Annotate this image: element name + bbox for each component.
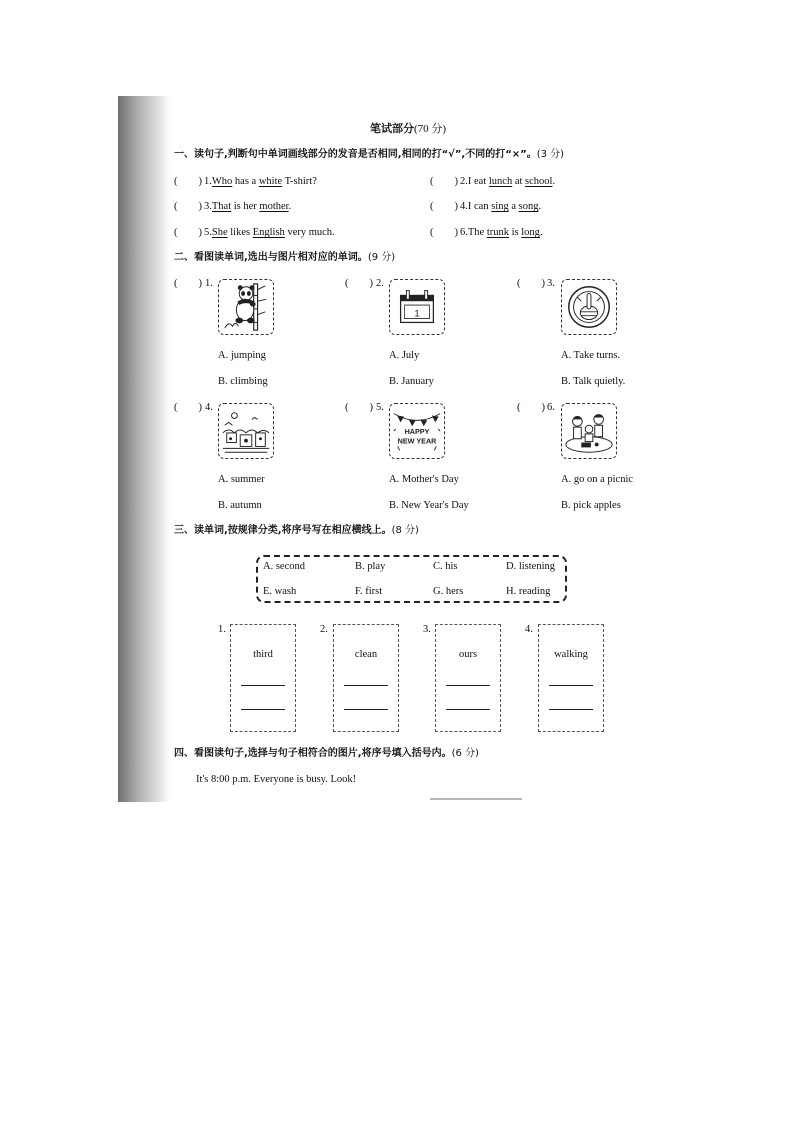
category-box <box>333 624 399 732</box>
underlined-word: sing <box>491 201 509 212</box>
word-bank-item: D. listening <box>506 561 555 572</box>
item-number: 5. <box>204 227 212 238</box>
item-number: 3. <box>204 201 212 212</box>
sentence-text: . <box>539 227 543 238</box>
option-b: B. autumn <box>218 500 262 511</box>
item-number: 2. <box>376 278 384 289</box>
sentence-item <box>460 176 555 188</box>
underlined-word: white <box>258 176 283 187</box>
section1-score: (3 分) <box>536 149 565 160</box>
section2-heading <box>174 252 395 264</box>
scan-shadow-band <box>118 96 170 802</box>
underlined-word: trunk <box>486 227 509 238</box>
category-number: 2. <box>320 624 328 635</box>
word-bank-item: E. wash <box>263 586 297 597</box>
svg-text:1: 1 <box>414 308 420 320</box>
section4-intro: It's 8:00 p.m. Everyone is busy. Look! <box>196 774 357 785</box>
answer-blank[interactable] <box>241 685 285 686</box>
item-number: 6. <box>460 227 468 238</box>
sentence-item <box>460 227 543 239</box>
option-a: A. summer <box>218 474 265 485</box>
answer-paren[interactable]: ( ) <box>174 278 202 289</box>
sentence-item <box>460 201 541 213</box>
underlined-word: lunch <box>488 176 513 187</box>
answer-blank[interactable] <box>344 709 388 710</box>
option-a: A. Mother's Day <box>389 474 459 485</box>
sentence-text: . <box>288 201 292 212</box>
sentence-text: The <box>467 227 487 238</box>
underlined-word: school <box>525 176 553 187</box>
word-bank-item: G. hers <box>433 586 464 597</box>
option-a: A. jumping <box>218 350 266 361</box>
underlined-word: song <box>518 201 539 212</box>
item-number: 4. <box>460 201 468 212</box>
category-number: 3. <box>423 624 431 635</box>
section4-heading-text: 四、看图读句子,选择与句子相符合的图片,将序号填入括号内。 <box>174 748 452 759</box>
banner-text-new-year: NEW YEAR <box>397 436 437 446</box>
sentence-text: a <box>508 201 519 212</box>
banner-text-happy: HAPPY <box>404 426 430 436</box>
item-number: 6. <box>547 402 555 413</box>
calendar-picture <box>389 279 445 335</box>
underlined-word: long <box>521 227 540 238</box>
category-word: walking <box>554 649 588 660</box>
item-number: 2. <box>460 176 468 187</box>
answer-paren[interactable]: ( ) <box>174 227 202 238</box>
answer-paren[interactable]: ( ) <box>430 201 458 212</box>
answer-paren[interactable]: ( ) <box>517 278 545 289</box>
title-text: 笔试部分 <box>370 123 414 135</box>
underlined-word: English <box>252 227 285 238</box>
answer-paren[interactable]: ( ) <box>174 201 202 212</box>
section3-heading <box>174 525 419 537</box>
option-a: A. go on a picnic <box>561 474 634 485</box>
section1-heading-text: 一、读句子,判断句中单词画线部分的发音是否相同,相同的打“√”,不同的打“×”。 <box>174 149 537 160</box>
sentence-item <box>204 201 291 213</box>
answer-blank[interactable] <box>549 685 593 686</box>
underlined-word: Who <box>211 176 233 187</box>
answer-paren[interactable]: ( ) <box>345 278 373 289</box>
answer-blank[interactable] <box>344 685 388 686</box>
item-number: 1. <box>205 278 213 289</box>
category-number: 1. <box>218 624 226 635</box>
category-word: ours <box>458 649 478 660</box>
item-number: 1. <box>204 176 212 187</box>
item-number: 3. <box>547 278 555 289</box>
answer-blank[interactable] <box>446 709 490 710</box>
sentence-text: likes <box>227 227 253 238</box>
autumn-scene-picture <box>218 403 274 459</box>
option-b: B. January <box>389 376 434 387</box>
underlined-word: mother <box>259 201 289 212</box>
answer-blank[interactable] <box>446 685 490 686</box>
section2-heading-text: 二、看图读单词,选出与图片相对应的单词。 <box>174 252 368 263</box>
section4-heading <box>174 748 479 760</box>
item-number: 4. <box>205 402 213 413</box>
category-word: third <box>253 649 273 660</box>
sentence-text: has a <box>232 176 259 187</box>
sentence-text: is <box>509 227 522 238</box>
answer-paren[interactable]: ( ) <box>345 402 373 413</box>
answer-paren[interactable]: ( ) <box>517 402 545 413</box>
answer-blank[interactable] <box>241 709 285 710</box>
answer-paren[interactable]: ( ) <box>174 402 202 413</box>
option-a: A. Take turns. <box>561 350 621 361</box>
option-b: B. climbing <box>218 376 268 387</box>
quiet-sign-picture <box>561 279 617 335</box>
category-box <box>435 624 501 732</box>
sentence-text: very much. <box>284 227 335 238</box>
section2-score: (9 分) <box>367 252 396 263</box>
answer-blank[interactable] <box>549 709 593 710</box>
underlined-word: That <box>211 201 232 212</box>
page-title <box>370 123 446 135</box>
sentence-text: . <box>552 176 556 187</box>
panda-climbing-bamboo-picture <box>218 279 274 335</box>
sentence-text: I eat <box>467 176 489 187</box>
word-bank-item: H. reading <box>506 586 551 597</box>
section3-score: (8 分) <box>391 525 419 536</box>
category-number: 4. <box>525 624 533 635</box>
section1-heading <box>174 149 564 161</box>
underlined-word: She <box>211 227 228 238</box>
section3-heading-text: 三、读单词,按规律分类,将序号写在相应横线上。 <box>174 525 392 536</box>
section4-score: (6 分) <box>451 748 479 759</box>
category-word: clean <box>354 649 378 660</box>
item-number: 5. <box>376 402 384 413</box>
page-edge-line <box>430 798 522 800</box>
answer-paren[interactable]: ( ) <box>430 176 458 187</box>
sentence-text: . <box>538 201 542 212</box>
sentence-text: is her <box>231 201 260 212</box>
sentence-text: T-shirt? <box>282 176 317 187</box>
sentence-text: at <box>512 176 526 187</box>
word-bank-item: B. play <box>355 561 386 572</box>
sentence-text: I can <box>467 201 492 212</box>
answer-paren[interactable]: ( ) <box>430 227 458 238</box>
word-bank-item: C. his <box>433 561 458 572</box>
happy-new-year-picture <box>389 403 445 459</box>
option-b: B. Talk quietly. <box>561 376 626 387</box>
option-b: B. pick apples <box>561 500 621 511</box>
option-a: A. July <box>389 350 420 361</box>
answer-paren[interactable]: ( ) <box>174 176 202 187</box>
family-picnic-picture <box>561 403 617 459</box>
word-bank-item: F. first <box>355 586 383 597</box>
category-box <box>538 624 604 732</box>
sentence-item <box>204 176 317 188</box>
option-b: B. New Year's Day <box>389 500 469 511</box>
sentence-item <box>204 227 335 239</box>
category-box <box>230 624 296 732</box>
word-bank-item: A. second <box>263 561 305 572</box>
title-score: (70 分) <box>414 123 447 135</box>
